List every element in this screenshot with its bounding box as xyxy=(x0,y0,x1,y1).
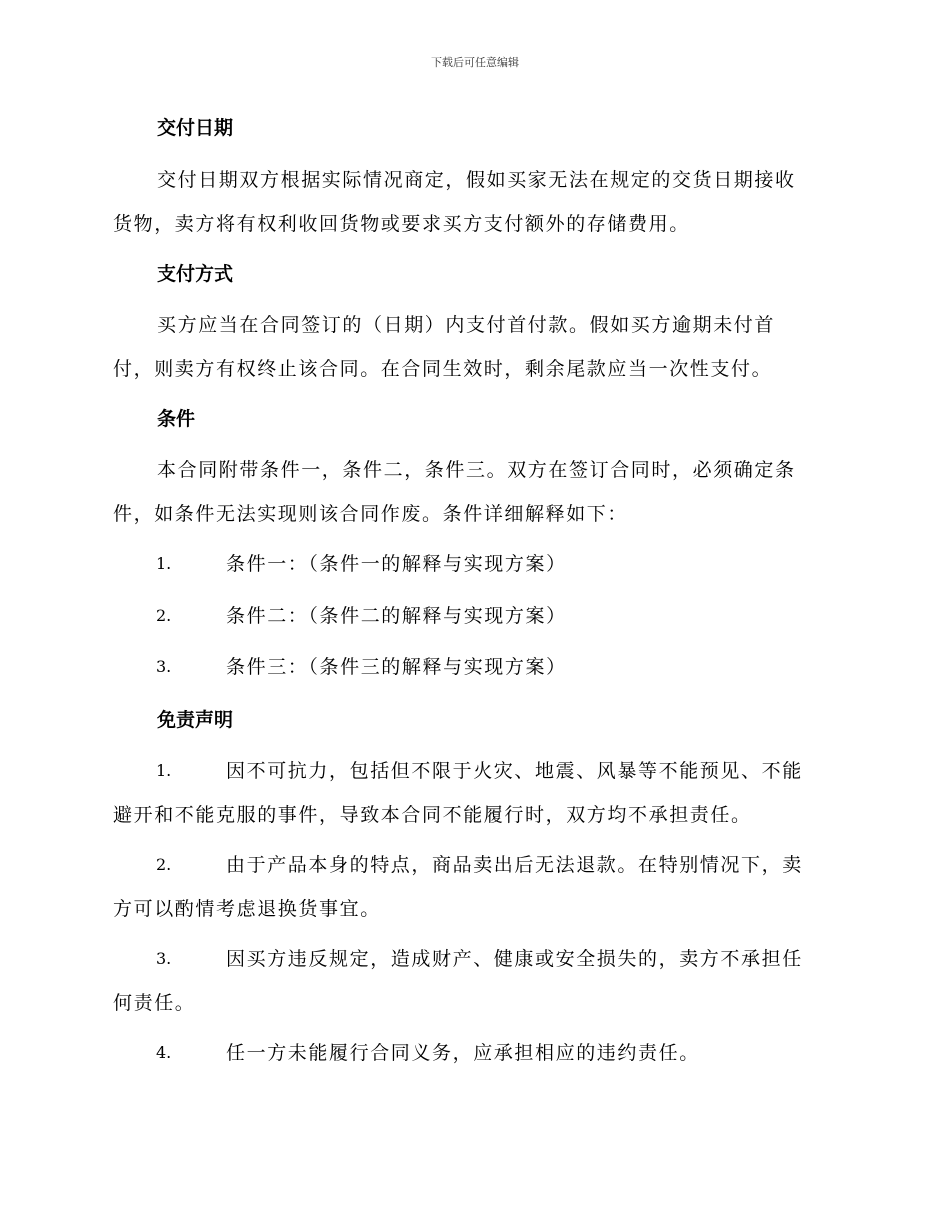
paragraph-line: 交付日期双方根据实际情况商定，假如买家无法在规定的交货日期接收 xyxy=(157,169,796,191)
paragraph-conditions xyxy=(113,448,833,536)
section-heading-delivery: 交付日期 xyxy=(157,117,234,139)
item-text: 条件二：（条件二的解释与实现方案） xyxy=(226,605,567,627)
item-text: 因不可抗力，包括但不限于火灾、地震、风暴等不能预见、不能 xyxy=(226,760,803,782)
paragraph-payment xyxy=(113,303,833,391)
item-text: 因买方违反规定，造成财产、健康或安全损失的，卖方不承担任 xyxy=(226,948,803,970)
paragraph-line: 货物，卖方将有权利收回货物或要求买方支付额外的存储费用。 xyxy=(113,213,690,235)
section-heading-disclaimer: 免责声明 xyxy=(157,709,234,731)
item-number: 4. xyxy=(156,1043,172,1062)
item-text-continued: 方可以酌情考虑退换货事宜。 xyxy=(113,898,381,920)
paragraph-line: 付，则卖方有权终止该合同。在合同生效时，剩余尾款应当一次性支付。 xyxy=(113,358,773,380)
paragraph-line: 件，如条件无法实现则该合同作废。条件详细解释如下： xyxy=(113,503,629,525)
item-number: 1. xyxy=(156,761,172,780)
paragraph-line: 本合同附带条件一，条件二，条件三。双方在签订合同时，必须确定条 xyxy=(157,459,796,481)
paragraph-delivery xyxy=(113,158,833,246)
item-text: 条件一：（条件一的解释与实现方案） xyxy=(226,553,567,575)
item-number: 3. xyxy=(156,657,172,676)
item-text: 由于产品本身的特点，商品卖出后无法退款。在特别情况下，卖 xyxy=(226,854,803,876)
page-header: 下载后可任意编辑 xyxy=(431,56,519,69)
paragraph-line: 买方应当在合同签订的（日期）内支付首付款。假如买方逾期未付首 xyxy=(157,314,776,336)
item-number: 2. xyxy=(156,855,172,874)
item-number: 2. xyxy=(156,606,172,625)
section-heading-payment: 支付方式 xyxy=(157,263,234,285)
item-text: 任一方未能履行合同义务，应承担相应的违约责任。 xyxy=(226,1042,700,1064)
section-heading-conditions: 条件 xyxy=(157,408,196,430)
item-text: 条件三：（条件三的解释与实现方案） xyxy=(226,656,567,678)
item-number: 3. xyxy=(156,949,172,968)
item-text-continued: 何责任。 xyxy=(113,992,196,1014)
item-number: 1. xyxy=(156,554,172,573)
item-text-continued: 避开和不能克服的事件，导致本合同不能履行时，双方均不承担责任。 xyxy=(113,804,752,826)
